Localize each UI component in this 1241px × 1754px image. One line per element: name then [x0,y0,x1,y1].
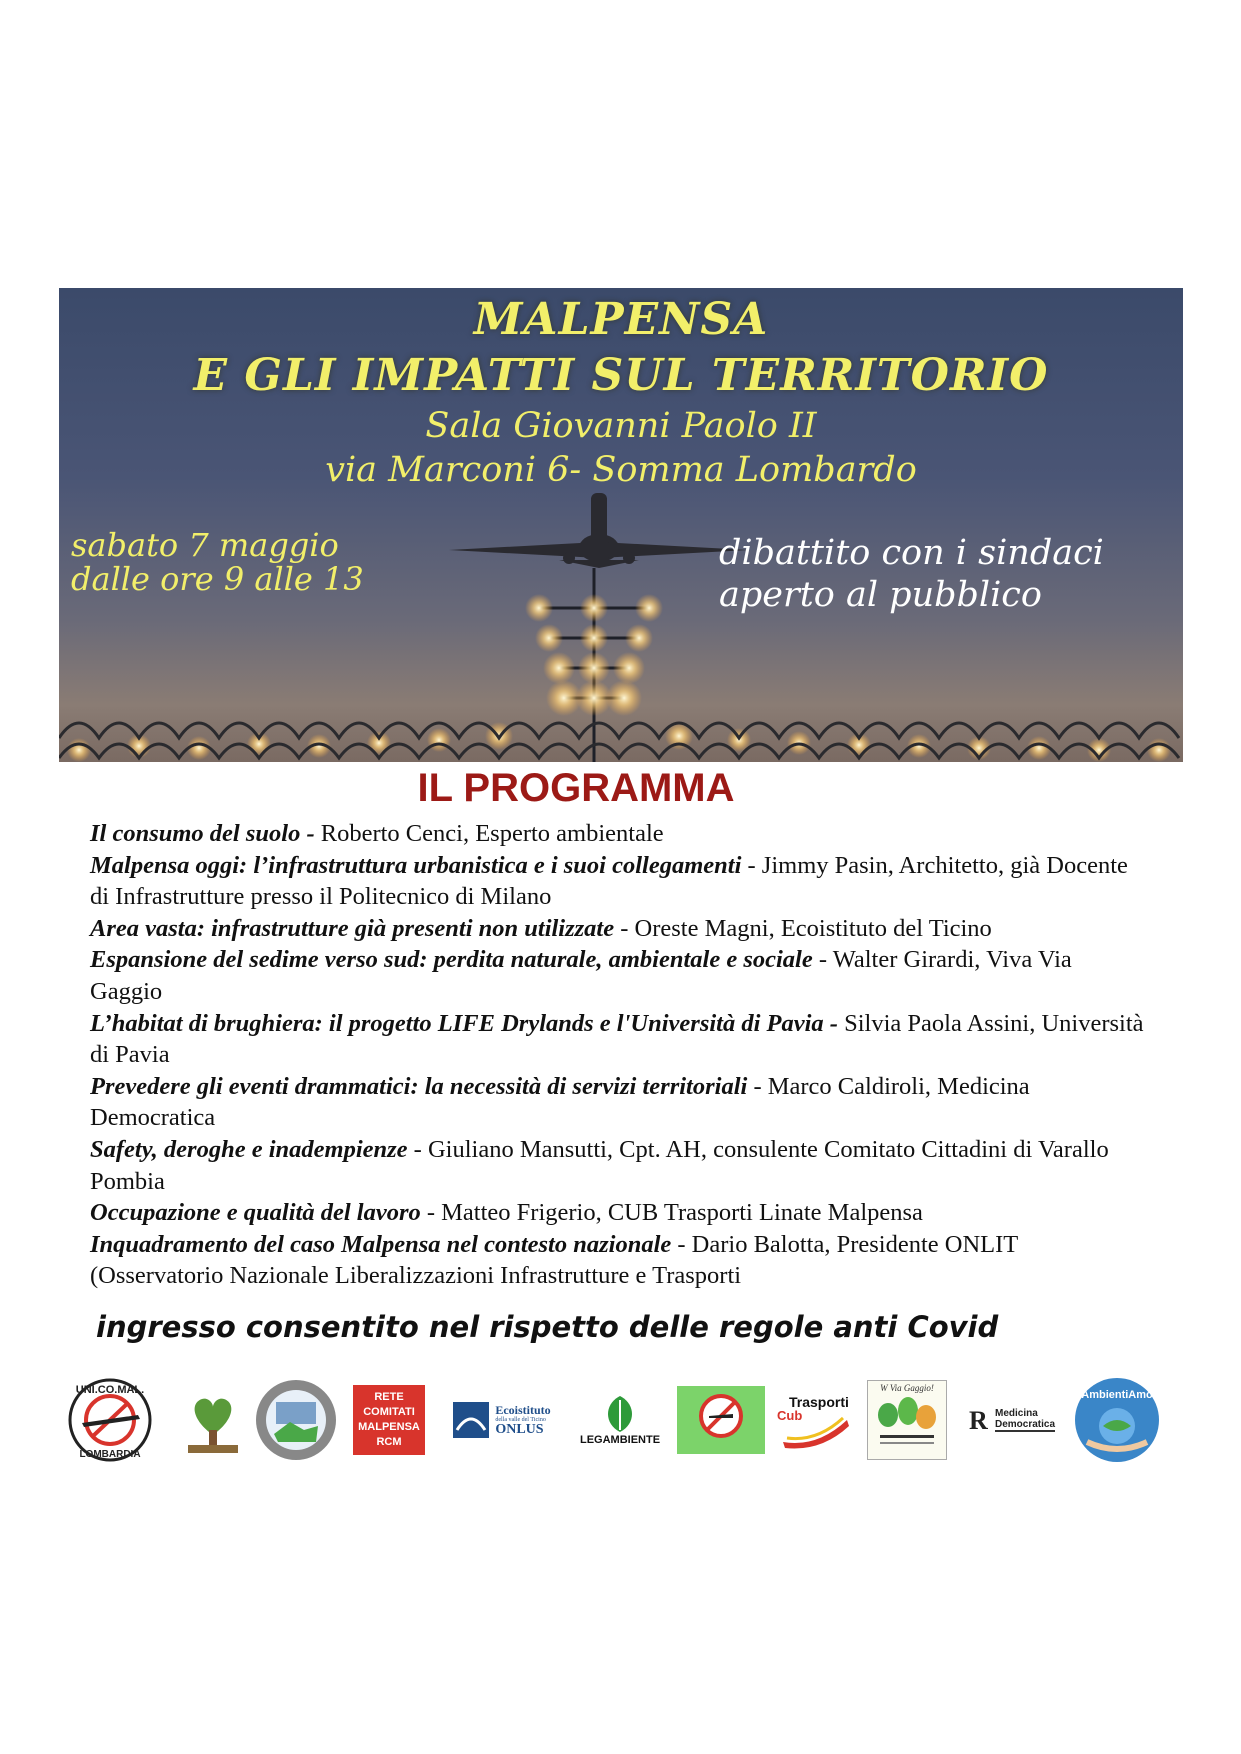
ecoistituto-onlus: ONLUS [495,1422,544,1437]
program-item [90,1071,1150,1134]
cub-trasporti-logo [776,1375,856,1465]
program-topic: Prevedere gli eventi drammatici: la necessità di servizi territoriali [90,1072,748,1100]
md-icon [967,1405,995,1435]
tree-heart-logo [180,1375,245,1465]
program-item [90,913,1150,945]
barbed-wire [59,723,1179,758]
unicomal-logo [60,1375,160,1465]
medicina-text-a: Medicina [994,1408,1038,1419]
ambientiamo-logo [1072,1375,1162,1465]
banner-time: dalle ore 9 alle 13 [71,560,364,598]
program-topic: Safety, deroghe e inadempienze [90,1135,408,1163]
medicina-text-b: Democratica [994,1419,1056,1430]
program-topic: L’habitat di brughiera: il progetto LIFE Drylands e l'Università di Pavia - [90,1009,838,1037]
medicina-democratica-logo [956,1375,1066,1465]
program-item [90,1008,1150,1071]
via-gaggio-text: W Via Gaggio! [880,1383,934,1393]
program-topic: Espansione del sedime verso sud: perdita naturale, ambientale e sociale [90,946,813,974]
banner-title-line2: E GLI IMPATTI SUL TERRITORIO [193,350,1049,401]
program-topic: Malpensa oggi: l’infrastruttura urbanistica e i suoi collegamenti [90,851,742,879]
program-speaker: - Dario Balotta, Presidente ONLIT (Osservatorio Nazionale Liberalizzazioni Infrastrutture e Trasporti [90,1230,1018,1290]
program-topic: Il consumo del suolo - [90,820,315,847]
unicomal-bottom-text: LOMBARDIA [79,1449,141,1460]
program-topic: Inquadramento del caso Malpensa nel contesto nazionale [90,1230,672,1258]
ecoistituto-logo [446,1375,556,1465]
banner-title-line1: MALPENSA [473,294,769,345]
program-item [90,1197,1150,1229]
trees-icon [868,1395,946,1455]
banner-debate-line2: aperto al pubblico [719,575,1042,615]
banner-debate-line1: dibattito con i sindaci [719,533,1104,573]
program-item [90,1134,1150,1197]
program-speaker: - Marco Caldiroli, Medicina Democratica [90,1072,1030,1132]
legambiente-logo [575,1375,665,1465]
leaf-icon [602,1394,638,1434]
banner-venue: Sala Giovanni Paolo II [425,406,817,446]
program-item [90,818,1150,850]
program-speaker: - Matteo Frigerio, CUB Trasporti Linate Malpensa [420,1199,923,1227]
program-list [90,818,1150,1292]
banner-address: via Marconi 6- Somma Lombardo [325,450,917,490]
program-speaker: Silvia Paola Assini, Università di Pavia [90,1009,1144,1069]
program-speaker: - Jimmy Pasin, Architetto, già Docente di Infrastrutture presso il Politecnico di Milano [90,851,1128,911]
covid-note: ingresso consentito nel rispetto delle regole anti Covid [96,1310,999,1344]
cub-text-a: Trasporti [789,1394,849,1410]
ecoistituto-name: Ecoistituto [495,1403,551,1417]
via-gaggio-logo [866,1375,948,1465]
ecoistituto-sub: della valle del Ticino [495,1417,546,1423]
legambiente-text: LEGAMBIENTE [579,1434,661,1446]
program-topic: Area vasta: infrastrutture già presenti non utilizzate [90,914,615,942]
banner-date: sabato 7 maggio [71,526,339,564]
program-title: IL PROGRAMMA [417,766,735,810]
program-topic: Occupazione e qualità del lavoro [90,1199,421,1227]
ambientiamo-text: AmbientiAmo [1081,1389,1153,1401]
partner-logos [60,1375,1180,1470]
program-speaker: - Oreste Magni, Ecoistituto del Ticino [614,914,992,942]
program-speaker: Roberto Cenci, Esperto ambientale [314,820,664,847]
airplane-icon [449,493,749,568]
ecoistituto-icon [451,1400,491,1440]
program-speaker: - Walter Girardi, Viva Via Gaggio [90,946,1072,1005]
cub-text-b: Cub [777,1408,803,1423]
rete-line1: RETE [374,1391,404,1403]
program-item [90,850,1150,913]
svg-text:R: R [968,1406,988,1435]
swoosh-icon [777,1412,855,1452]
regional-map-logo [253,1375,338,1465]
rete-line2: COMITATI [363,1406,415,1418]
program-speaker: - Giuliano Mansutti, Cpt. AH, consulente Comitato Cittadini di Varallo Pombia [90,1135,1109,1195]
event-banner [59,288,1183,762]
rete-line4: RCM [376,1436,402,1448]
no-airplane-logo [676,1375,766,1465]
rete-comitati-logo [352,1375,426,1465]
unicomal-top-text: UNI.CO.MAL. [75,1384,145,1396]
rete-line3: MALPENSA [358,1421,420,1433]
program-item [90,1229,1150,1292]
program-item [90,944,1150,1007]
